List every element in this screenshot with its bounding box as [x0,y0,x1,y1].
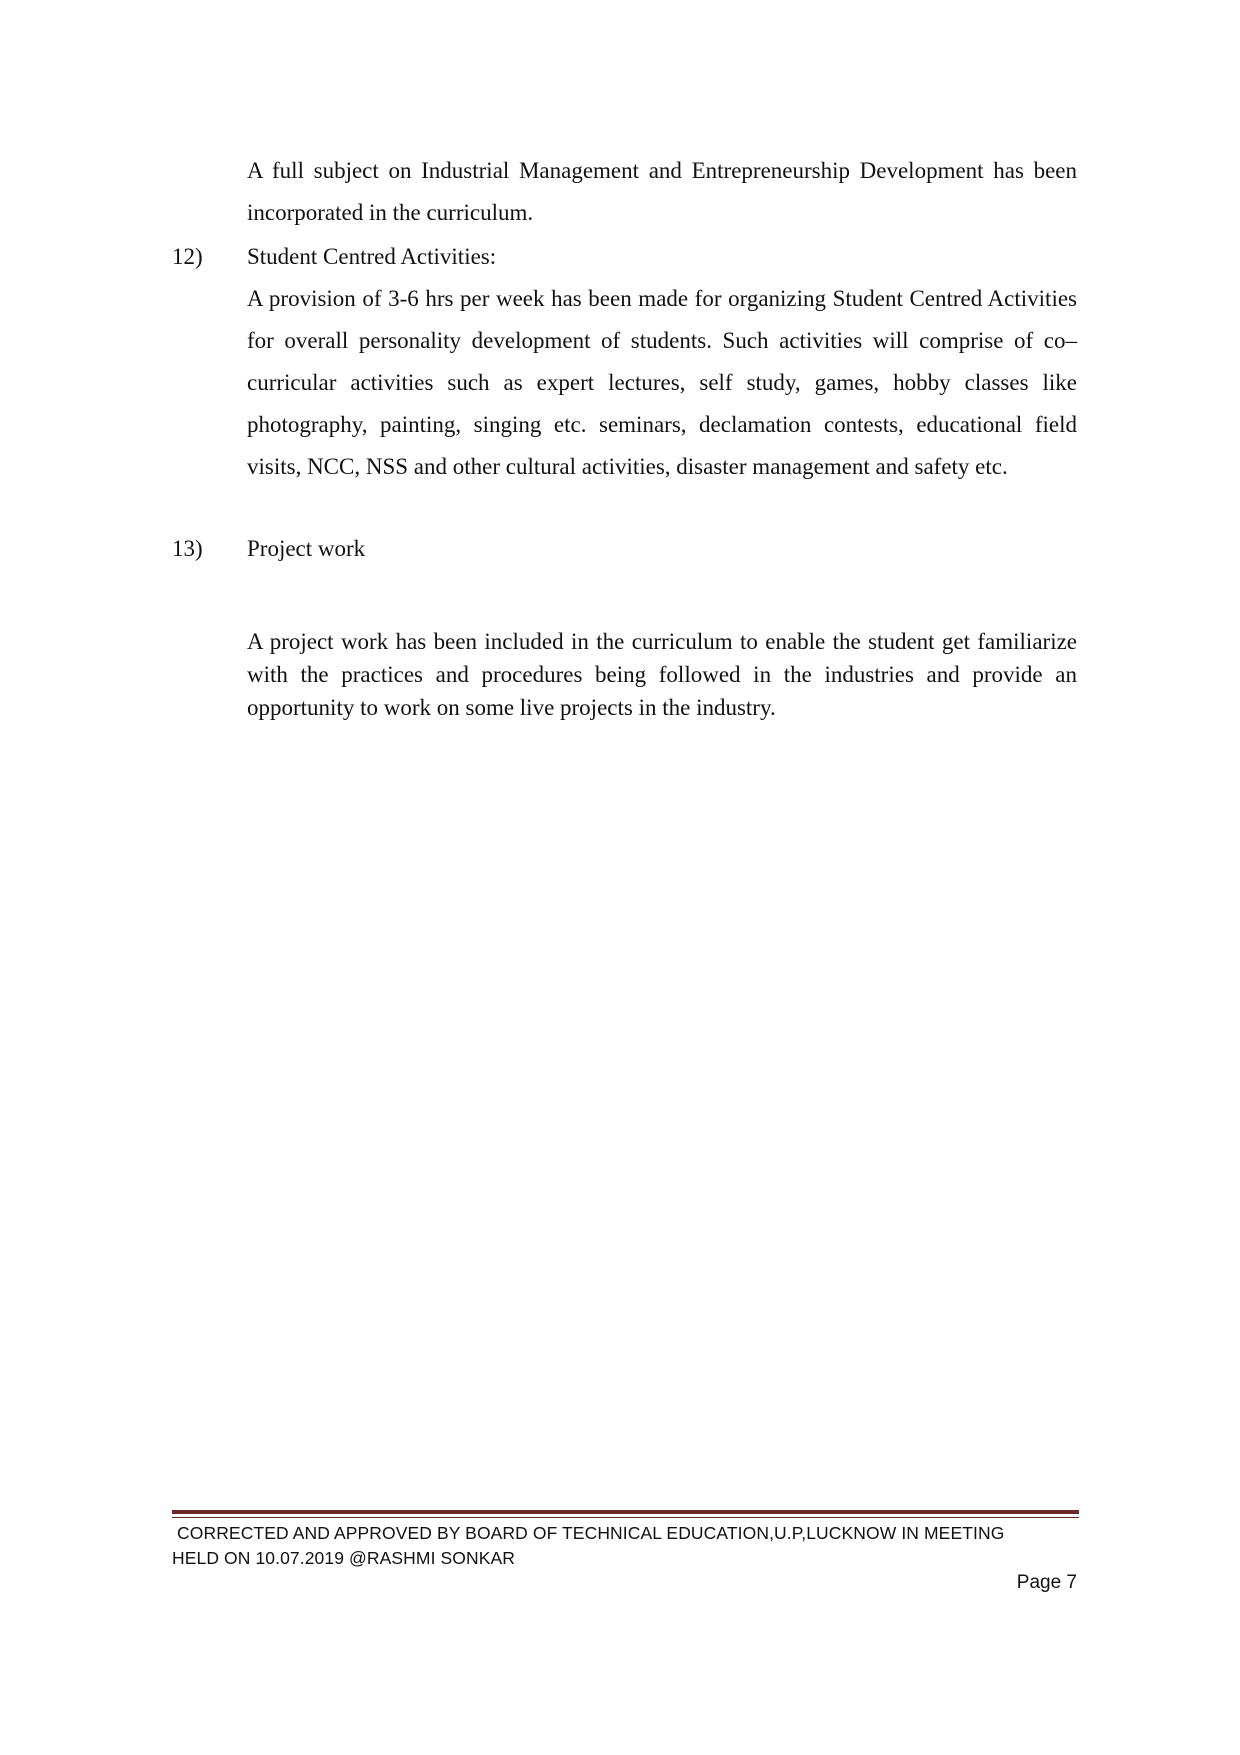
section-13-number: 13) [172,536,203,561]
footer-rule-thick [172,1510,1079,1514]
footer-approval-line-1: CORRECTED AND APPROVED BY BOARD OF TECHNICAL EDUCATION,U.P,LUCKNOW IN MEETING [177,1523,1005,1543]
section-13-heading: Project work [247,536,366,561]
section-13-paragraph: A project work has been included in the curriculum to enable the student get familiarize with the practices and procedures being followed in the industries and provide an opportunity to work on some live projects in the industry. [247,629,1077,720]
page-number: Page 7 [1016,1572,1077,1593]
footer-approval-line-2: HELD ON 10.07.2019 @RASHMI SONKAR [172,1548,515,1568]
section-12-heading: Student Centred Activities: [247,244,497,269]
footer-rule-thin [172,1517,1079,1518]
intro-paragraph: A full subject on Industrial Management and Entrepreneurship Development has been incorporated in the curriculum. [247,158,1077,225]
section-12-number: 12) [172,244,203,269]
section-12-paragraph: A provision of 3-6 hrs per week has been made for organizing Student Centred Activities for overall personality development of students. Such activities will comprise of co–curricular activities such as expert lectures, self study, games, hobby classes like photography, painting, singing etc. seminars, declamation contests, educational field visits, NCC, NSS and other cultural activities, disaster management and safety etc. [247,286,1077,479]
